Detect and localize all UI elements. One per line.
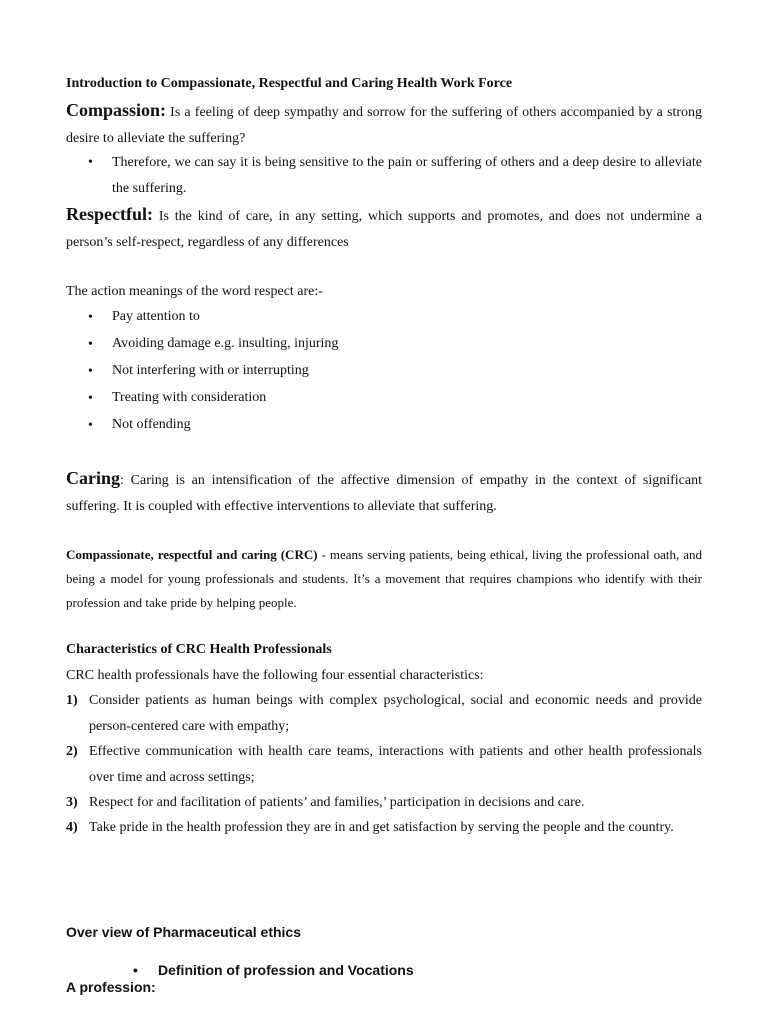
list-item: Effective communication with health care teams, interactions with patients and other health professionals over time and across settings;: [89, 744, 702, 785]
compassion-term: Compassion:: [66, 100, 167, 120]
bullet-icon: •: [88, 391, 93, 406]
list-item: Avoiding damage e.g. insulting, injuring: [112, 336, 339, 351]
compassion-bullet: Therefore, we can say it is being sensitive to the pain or suffering of others and a deep desire to alleviate the suffering.: [112, 155, 702, 196]
list-item: Take pride in the health profession they are in and get satisfaction by serving the people and the country.: [89, 820, 674, 835]
bullet-icon: •: [133, 962, 138, 978]
list-item: Respect for and facilitation of patients’ and families,’ participation in decisions and care.: [89, 795, 585, 810]
list-item: Consider patients as human beings with complex psychological, social and economic needs and provide person-centered care with empathy;: [89, 693, 702, 734]
pharma-bullet: Definition of profession and Vocations: [158, 962, 414, 978]
pharma-heading: Over view of Pharmaceutical ethics: [66, 924, 301, 940]
characteristics-heading: Characteristics of CRC Health Professionals: [66, 642, 332, 657]
crc-definition: - means serving patients, being ethical, living the professional oath, and being a model for young professionals and students. It’s a movement that requires champions who identify with their profession and take pride by helping people.: [66, 547, 702, 610]
item-number: 1): [66, 693, 78, 708]
crc-term: Compassionate, respectful and caring (CRC): [66, 547, 318, 562]
caring-paragraph: [66, 466, 702, 519]
list-item: Treating with consideration: [112, 390, 267, 405]
bullet-icon: •: [88, 310, 93, 325]
item-number: 3): [66, 795, 78, 810]
list-item: Pay attention to: [112, 309, 200, 324]
respectful-paragraph: [66, 202, 702, 255]
caring-definition: : Caring is an intensification of the affective dimension of empathy in the context of significant suffering. It is coupled with effective interventions to alleviate that suffering.: [66, 473, 702, 514]
pharma-subheading: A profession:: [66, 979, 156, 995]
bullet-icon: •: [88, 155, 93, 170]
compassion-definition: Is a feeling of deep sympathy and sorrow for the suffering of others accompanied by a strong desire to alleviate the suffering?: [66, 105, 702, 146]
bullet-icon: •: [88, 364, 93, 379]
list-item: Not offending: [112, 417, 191, 432]
bullet-icon: •: [88, 418, 93, 433]
respectful-term: Respectful:: [66, 204, 153, 224]
respect-actions-intro: The action meanings of the word respect are:-: [66, 284, 323, 299]
item-number: 2): [66, 744, 78, 759]
characteristics-intro: CRC health professionals have the following four essential characteristics:: [66, 668, 484, 683]
item-number: 4): [66, 820, 78, 835]
crc-paragraph: [66, 543, 702, 615]
compassion-paragraph: [66, 98, 702, 151]
list-item: Not interfering with or interrupting: [112, 363, 309, 378]
respectful-definition: Is the kind of care, in any setting, which supports and promotes, and does not undermine a person’s self-respect, regardless of any differences: [66, 209, 702, 250]
intro-heading: Introduction to Compassionate, Respectful and Caring Health Work Force: [66, 76, 513, 91]
bullet-icon: •: [88, 337, 93, 352]
caring-term: Caring: [66, 468, 120, 488]
